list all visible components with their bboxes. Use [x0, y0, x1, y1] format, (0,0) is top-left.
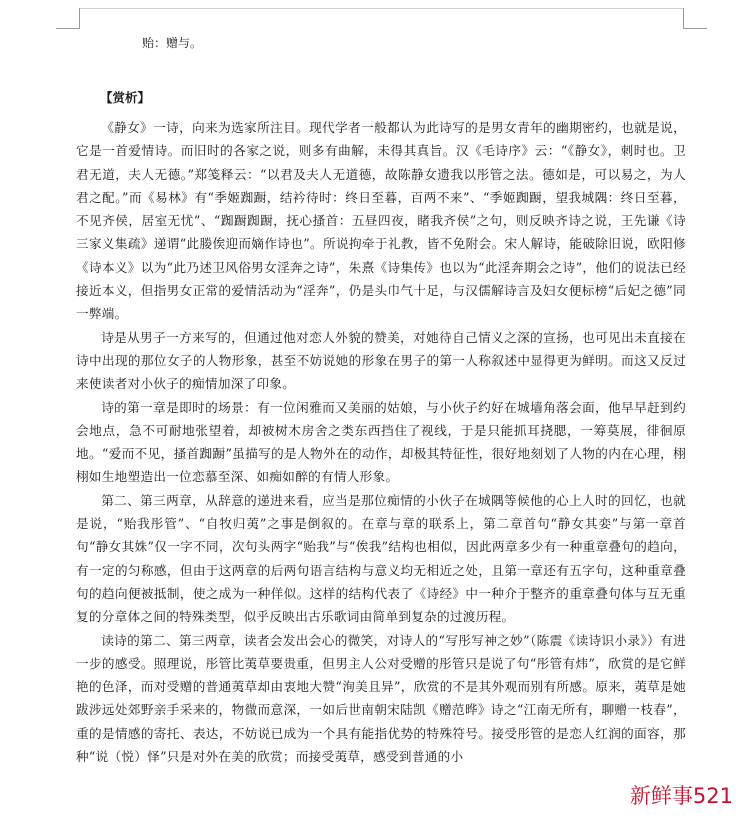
page-top-edge — [80, 8, 683, 9]
paragraph: 第二、第三两章，从辞意的递进来看，应当是那位痴情的小伙子在城隅等候他的心上人时的回忆，也就是说，“贻我彤管”、“自牧归荑”之事是倒叙的。在章与章的联系上，第二章首句“静女其娈”与第一章首句“静女其姝”仅一字不同，次句头两字“贻我”与“俟我”结构也相似，因此两章多少有一种重章叠句的趋向，有一定的匀称感，但由于这两章的后两句语言结构与意义均无相近之处，且第一章还有五字句，这种重章叠句的趋向便被抵制，使之成为一种佯似。这样的结构代表了《诗经》中一种介于整齐的重章叠句体与互无重复的分章体之间的特殊类型，似乎反映出古乐歌词由简单到复杂的过渡历程。 — [76, 492, 686, 625]
paragraph: 《静女》一诗，向来为选家所注目。现代学者一般都认为此诗写的是男女青年的幽期密约，也就是说，它是一首爱情诗。而旧时的各家之说，则多有曲解，未得其真旨。汉《毛诗序》云：“《静女》，刺时也。卫君无道，夫人无德。”郑笺释云：“以君及夫人无道德，故陈静女遗我以彤管之法。德如是，可以易之，为人君之配。”而《易林》有“季姬踟蹰，结衿待时：终日至暮，百两不来”、“季姬踟蹰，望我城隅：终日至暮，不见齐侯，居室无忧”、“踟蹰踟蹰，抚心搔首：五昼四夜，睹我齐侯”之句，则反映齐诗之说，王先谦《诗三家义集疏》递谓“此媵俟迎而嫡作诗也”。所说拘牵于礼教，皆不免附会。宋人解诗，能破除旧说，欧阳修《诗本义》以为“此乃述卫风俗男女淫奔之诗”，朱熹《诗集传》也以为“此淫奔期会之诗”，他们的说法已经接近本义，但指男女正常的爱情活动为“淫奔”，仍是头巾气十足，与汉儒解诗言及妇女便标榜“后妃之德”同一弊端。 — [76, 120, 686, 322]
crop-mark-right-vertical — [683, 8, 684, 28]
section-title: 【赏析】 — [100, 90, 151, 105]
crop-mark-left-vertical — [79, 8, 80, 28]
document-body — [76, 116, 686, 768]
paragraph: 诗是从男子一方来写的，但通过他对恋人外貌的赞美，对她待自己情义之深的宣扬，也可见出未直接在诗中出现的那位女子的人物形象，甚至不妨说她的形象在男子的第一人称叙述中显得更为鲜明。而这又反过来使读者对小伙子的痴情加深了印象。 — [76, 329, 686, 392]
crop-mark-right-horizontal — [683, 28, 707, 29]
watermark: 新鲜事521 — [627, 780, 736, 810]
annotation-note: 贻：赠与。 — [142, 36, 203, 50]
paragraph: 诗的第一章是即时的场景：有一位闲雅而又美丽的姑娘，与小伙子约好在城墙角落会面，他早早赶到约会地点，急不可耐地张望着，却被树木房舍之类东西挡住了视线，于是只能抓耳挠腮，一筹莫展，徘徊原地。“爱而不见，搔首踟蹰”虽描写的是人物外在的动作，却极其特征性，很好地刻划了人物的内在心理，栩栩如生地塑造出一位恋慕至深、如痴如醉的有情人形象。 — [76, 399, 686, 485]
crop-mark-left-horizontal — [56, 28, 80, 29]
paragraph: 读诗的第二、第三两章，读者会发出会心的微笑，对诗人的“写彤写神之妙”（陈震《读诗识小录》）有进一步的感受。照理说，彤管比荑草要贵重，但男主人公对受赠的彤管只是说了句“彤管有炜”，欣赏的是它鲜艳的色泽，而对受赠的普通荑草却由衷地大赞“洵美且异”，欣赏的不是其外观而别有所感。原来，荑草是她跋涉远处郊野亲手采来的，物微而意深，一如后世南朝宋陆凯《赠范晔》诗之“江南无所有，聊赠一枝春”，重的是情感的寄托、表达，不妨说已成为一个具有能指优势的特殊符号。接受彤管的是恋人红润的面容，那种“说（悦）怿”只是对外在美的欣赏；而接受荑草，感受到普通的小 — [76, 632, 686, 765]
